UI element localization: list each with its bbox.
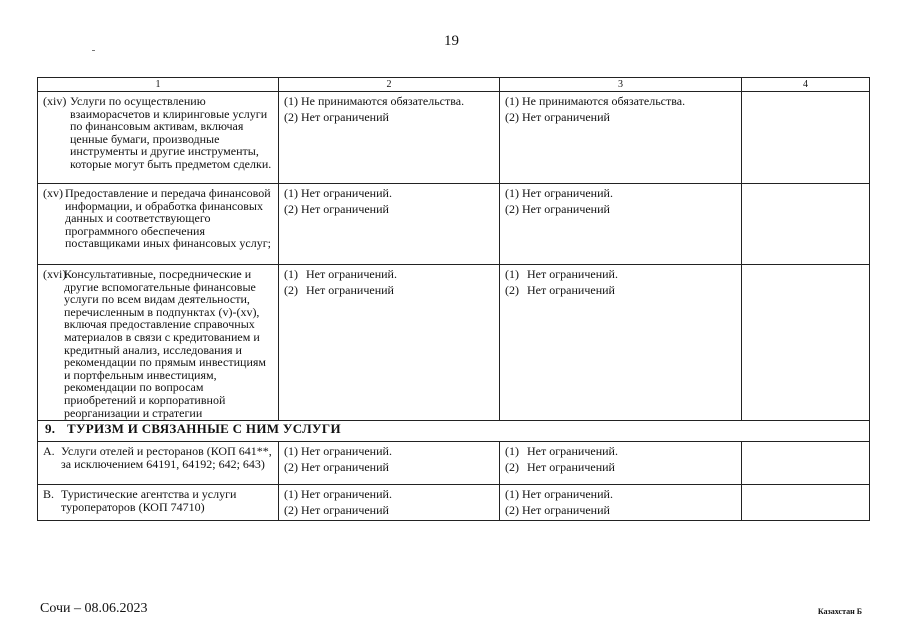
item-marker: A. <box>43 444 55 458</box>
limitation-line: (2) Нет ограничений <box>284 502 389 517</box>
limitation-text: Нет ограничений. <box>306 267 397 281</box>
limitation-line <box>284 268 495 281</box>
service-cell <box>38 265 279 421</box>
limitation-text: Нет ограничений <box>527 282 615 297</box>
limitation-number: (1) <box>284 267 298 281</box>
commitments-table <box>37 77 870 521</box>
section-number: 9. <box>45 421 56 436</box>
section-heading <box>38 421 870 442</box>
footer-country-code: Казахстан Б <box>817 607 862 616</box>
service-description: Услуги по осуществлению взаиморасчетов и клиринговые услуги по финансовым активам, включая ценные бумаги, производные инструменты и другие инструменты, которые могут быть предметом сделки. <box>70 94 272 171</box>
limitation-text: Нет ограничений <box>527 459 615 474</box>
table-row <box>38 442 870 485</box>
header-row <box>38 78 870 92</box>
additional-commitments-cell <box>742 265 870 421</box>
limitation-number: (1) <box>505 267 519 281</box>
national-treatment-cell <box>500 265 742 421</box>
table-row <box>38 265 870 421</box>
service-cell <box>38 442 279 485</box>
service-description: Услуги отелей и ресторанов (КОП 641**, за исключением 64191, 64192; 642; 643) <box>61 444 272 471</box>
limitation-line <box>505 284 737 297</box>
limitation-line <box>505 461 737 474</box>
limitation-line: (1) Нет ограничений. <box>284 444 392 458</box>
limitation-line: (1) Нет ограничений. <box>284 186 392 200</box>
limitation-line: (2) Нет ограничений <box>505 109 610 124</box>
table-row <box>38 485 870 521</box>
additional-commitments-cell <box>742 184 870 265</box>
limitation-line: (2) Нет ограничений <box>284 459 389 474</box>
national-treatment-cell <box>500 442 742 485</box>
limitation-line <box>284 284 495 297</box>
item-marker: B. <box>43 487 55 501</box>
header-col-1: 1 <box>38 78 279 92</box>
limitation-line: (2) Нет ограничений <box>284 109 389 124</box>
limitation-text: Нет ограничений. <box>527 267 618 281</box>
page-number: 19 <box>444 33 459 49</box>
limitation-line: (2) Нет ограничений <box>284 201 389 216</box>
limitation-line: (1) Не принимаются обязательства. <box>284 94 465 108</box>
limitation-line: (2) Нет ограничений <box>505 201 610 216</box>
national-treatment-cell <box>500 184 742 265</box>
header-col-2: 2 <box>279 78 500 92</box>
item-marker: (xvi) <box>43 267 67 281</box>
service-cell <box>38 485 279 521</box>
market-access-cell <box>279 442 500 485</box>
limitation-line: (1) Нет ограничений. <box>505 186 613 200</box>
national-treatment-cell <box>500 92 742 184</box>
limitation-line: (1) Нет ограничений. <box>505 487 613 501</box>
additional-commitments-cell <box>742 92 870 184</box>
table-row <box>38 184 870 265</box>
limitation-line: (2) Нет ограничений <box>505 502 610 517</box>
limitation-text: Нет ограничений. <box>527 444 618 458</box>
service-cell <box>38 184 279 265</box>
additional-commitments-cell <box>742 485 870 521</box>
section-heading-row <box>38 421 870 442</box>
limitation-text: Нет ограничений <box>306 282 394 297</box>
header-col-3: 3 <box>500 78 742 92</box>
table-row <box>38 92 870 184</box>
limitation-line: (1) Не принимаются обязательства. <box>505 94 686 108</box>
market-access-cell <box>279 265 500 421</box>
limitation-number: (2) <box>284 282 298 297</box>
footer-place-date: Сочи – 08.06.2023 <box>40 601 148 616</box>
service-description: Предоставление и передача финансовой информации, и обработка финансовых данных и соответствующего программного обеспечения поставщиками иных финансовых услуг; <box>65 186 271 251</box>
header-col-4: 4 <box>742 78 870 92</box>
limitation-line: (1) Нет ограничений. <box>284 487 392 501</box>
section-title: ТУРИЗМ И СВЯЗАННЫЕ С НИМ УСЛУГИ <box>67 421 341 436</box>
item-marker: (xv) <box>43 186 63 200</box>
limitation-number: (2) <box>505 459 519 474</box>
additional-commitments-cell <box>742 442 870 485</box>
service-description: Туристические агентства и услуги туроператоров (КОП 74710) <box>61 487 237 514</box>
market-access-cell <box>279 92 500 184</box>
market-access-cell <box>279 485 500 521</box>
limitation-line <box>505 268 737 281</box>
limitation-number: (2) <box>505 282 519 297</box>
item-marker: (xiv) <box>43 94 67 108</box>
service-cell <box>38 92 279 184</box>
scan-speck <box>92 50 95 51</box>
market-access-cell <box>279 184 500 265</box>
service-description: Консультативные, посреднические и другие вспомогательные финансовые услуги по всем видам деятельности, перечисленным в подпунктах (v)-(xv), включая предоставление справочных материалов в связи с кредитованием и кредитный анализ, исследования и рекомендации по прямым инвестициям и портфельным инвестициям, рекомендации по вопросам приобретений и корпоративной реорганизации и стратегии <box>64 267 266 420</box>
limitation-line <box>505 445 737 458</box>
limitation-number: (1) <box>505 444 519 458</box>
national-treatment-cell <box>500 485 742 521</box>
